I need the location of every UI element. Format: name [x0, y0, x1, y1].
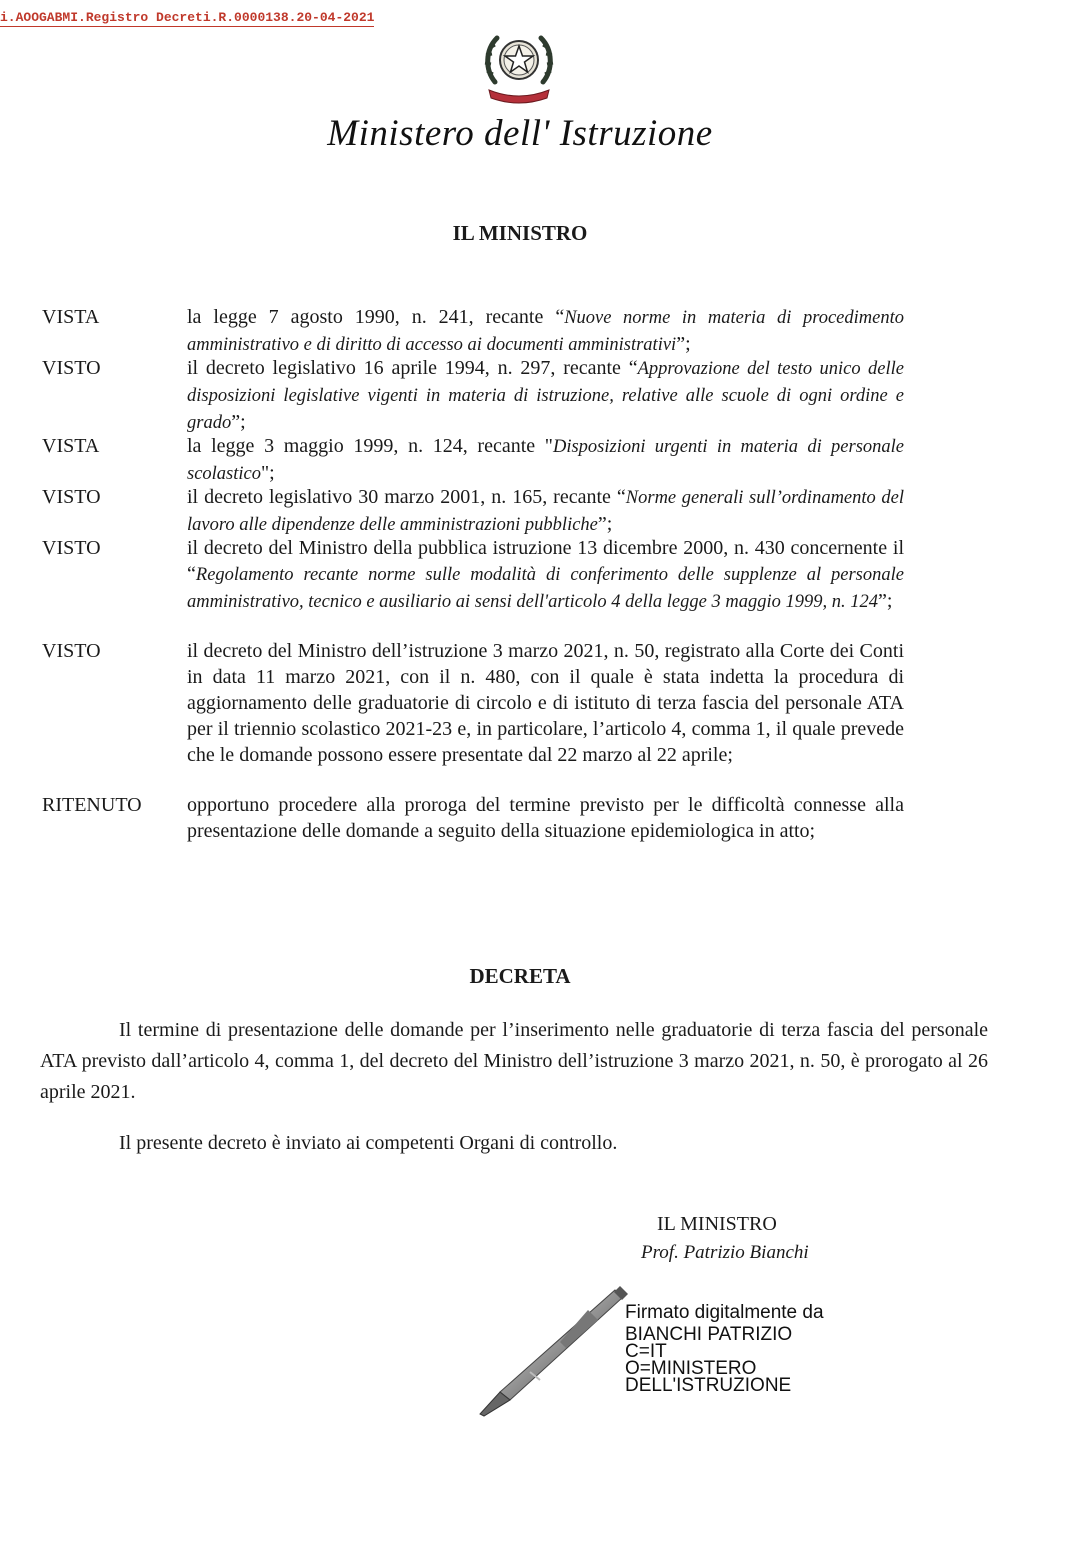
premise-text: opportuno procedere alla proroga del termine previsto per le difficoltà connesse alla presentazione delle domande a seguito della situazione epidemiologica in atto; — [187, 794, 904, 842]
premise-text: la legge 3 maggio 1999, n. 124, recante "Disposizioni urgenti in materia di personale scolastico"; — [187, 435, 904, 484]
premise-1 — [42, 304, 904, 358]
premise-term: RITENUTO — [42, 794, 142, 816]
premise-3 — [42, 433, 904, 487]
premise-text: il decreto del Ministro dell’istruzione 3 marzo 2021, n. 50, registrato alla Corte dei Conti in data 11 marzo 2021, con il n. 480, con il quale è stata indetta la procedura di aggiornamento delle graduatorie di circolo e di istituto di terza fascia del personale ATA per il triennio scolastico 2021-23 e, in particolare, l’articolo 4, comma 1, il quale prevede che le domande possono essere presentate dal 22 marzo al 22 aprile; — [187, 640, 904, 766]
decree-paragraph: Il presente decreto è inviato ai competenti Organi di controllo. — [119, 1132, 618, 1154]
protocol-stamp: i.AOOGABMI.Registro Decreti.R.0000138.20-04-2021 — [0, 10, 375, 25]
premise-term: VISTO — [42, 537, 101, 559]
digital-signature-block — [625, 1300, 824, 1394]
premise-text: il decreto del Ministro della pubblica istruzione 13 dicembre 2000, n. 430 concernente il “Regolamento recante norme sulle modalità di conferimento delle supplenze al personale amministrativo, tecnico e ausiliario ai sensi dell'articolo 4 della legge 3 maggio 1999, n. 124”; — [187, 537, 904, 612]
decree-paragraph: Il termine di presentazione delle domande per l’inserimento nelle graduatorie di terza fascia del personale ATA previsto dall’articolo 4, comma 1, del decreto del Ministro dell’istruzione 3 marzo 2021, n. 50, è prorogato al 26 aprile 2021. — [40, 1019, 988, 1103]
signature-name: Prof. Patrizio Bianchi — [641, 1242, 809, 1263]
document-title: IL MINISTRO — [452, 221, 588, 245]
fountain-pen-icon — [470, 1282, 630, 1422]
ministry-name: Ministero dell' Istruzione — [327, 113, 713, 154]
premise-text: il decreto legislativo 30 marzo 2001, n. 165, recante “Norme generali sull’ordinamento del lavoro alle dipendenze delle amministrazioni pubbliche”; — [187, 486, 904, 535]
italian-republic-emblem-icon — [481, 24, 557, 104]
premise-term: VISTO — [42, 357, 101, 379]
premise-2 — [42, 355, 904, 436]
premise-4 — [42, 484, 904, 538]
premise-6 — [42, 638, 904, 768]
decree-heading: DECRETA — [469, 964, 571, 988]
premise-7 — [42, 792, 904, 844]
digital-signature-line: BIANCHI PATRIZIO — [625, 1324, 793, 1345]
premise-5 — [42, 535, 904, 615]
premise-term: VISTA — [42, 306, 100, 328]
premise-term: VISTO — [42, 640, 101, 662]
premise-text: la legge 7 agosto 1990, n. 241, recante “Nuove norme in materia di procedimento amministrativo e di diritto di accesso ai documenti amministrativi”; — [187, 306, 904, 355]
digital-signature-line: Firmato digitalmente da — [625, 1302, 824, 1323]
premise-text: il decreto legislativo 16 aprile 1994, n. 297, recante “Approvazione del testo unico delle disposizioni legislative vigenti in materia di istruzione, relative alle scuole di ogni ordine e grado”; — [187, 357, 904, 433]
digital-signature-line: DELL'ISTRUZIONE — [625, 1375, 792, 1396]
digital-signature-line: C=IT — [625, 1341, 667, 1362]
signature-role: IL MINISTRO — [657, 1213, 777, 1235]
premise-term: VISTA — [42, 435, 100, 457]
digital-signature-line: O=MINISTERO — [625, 1358, 757, 1379]
premise-term: VISTO — [42, 486, 101, 508]
